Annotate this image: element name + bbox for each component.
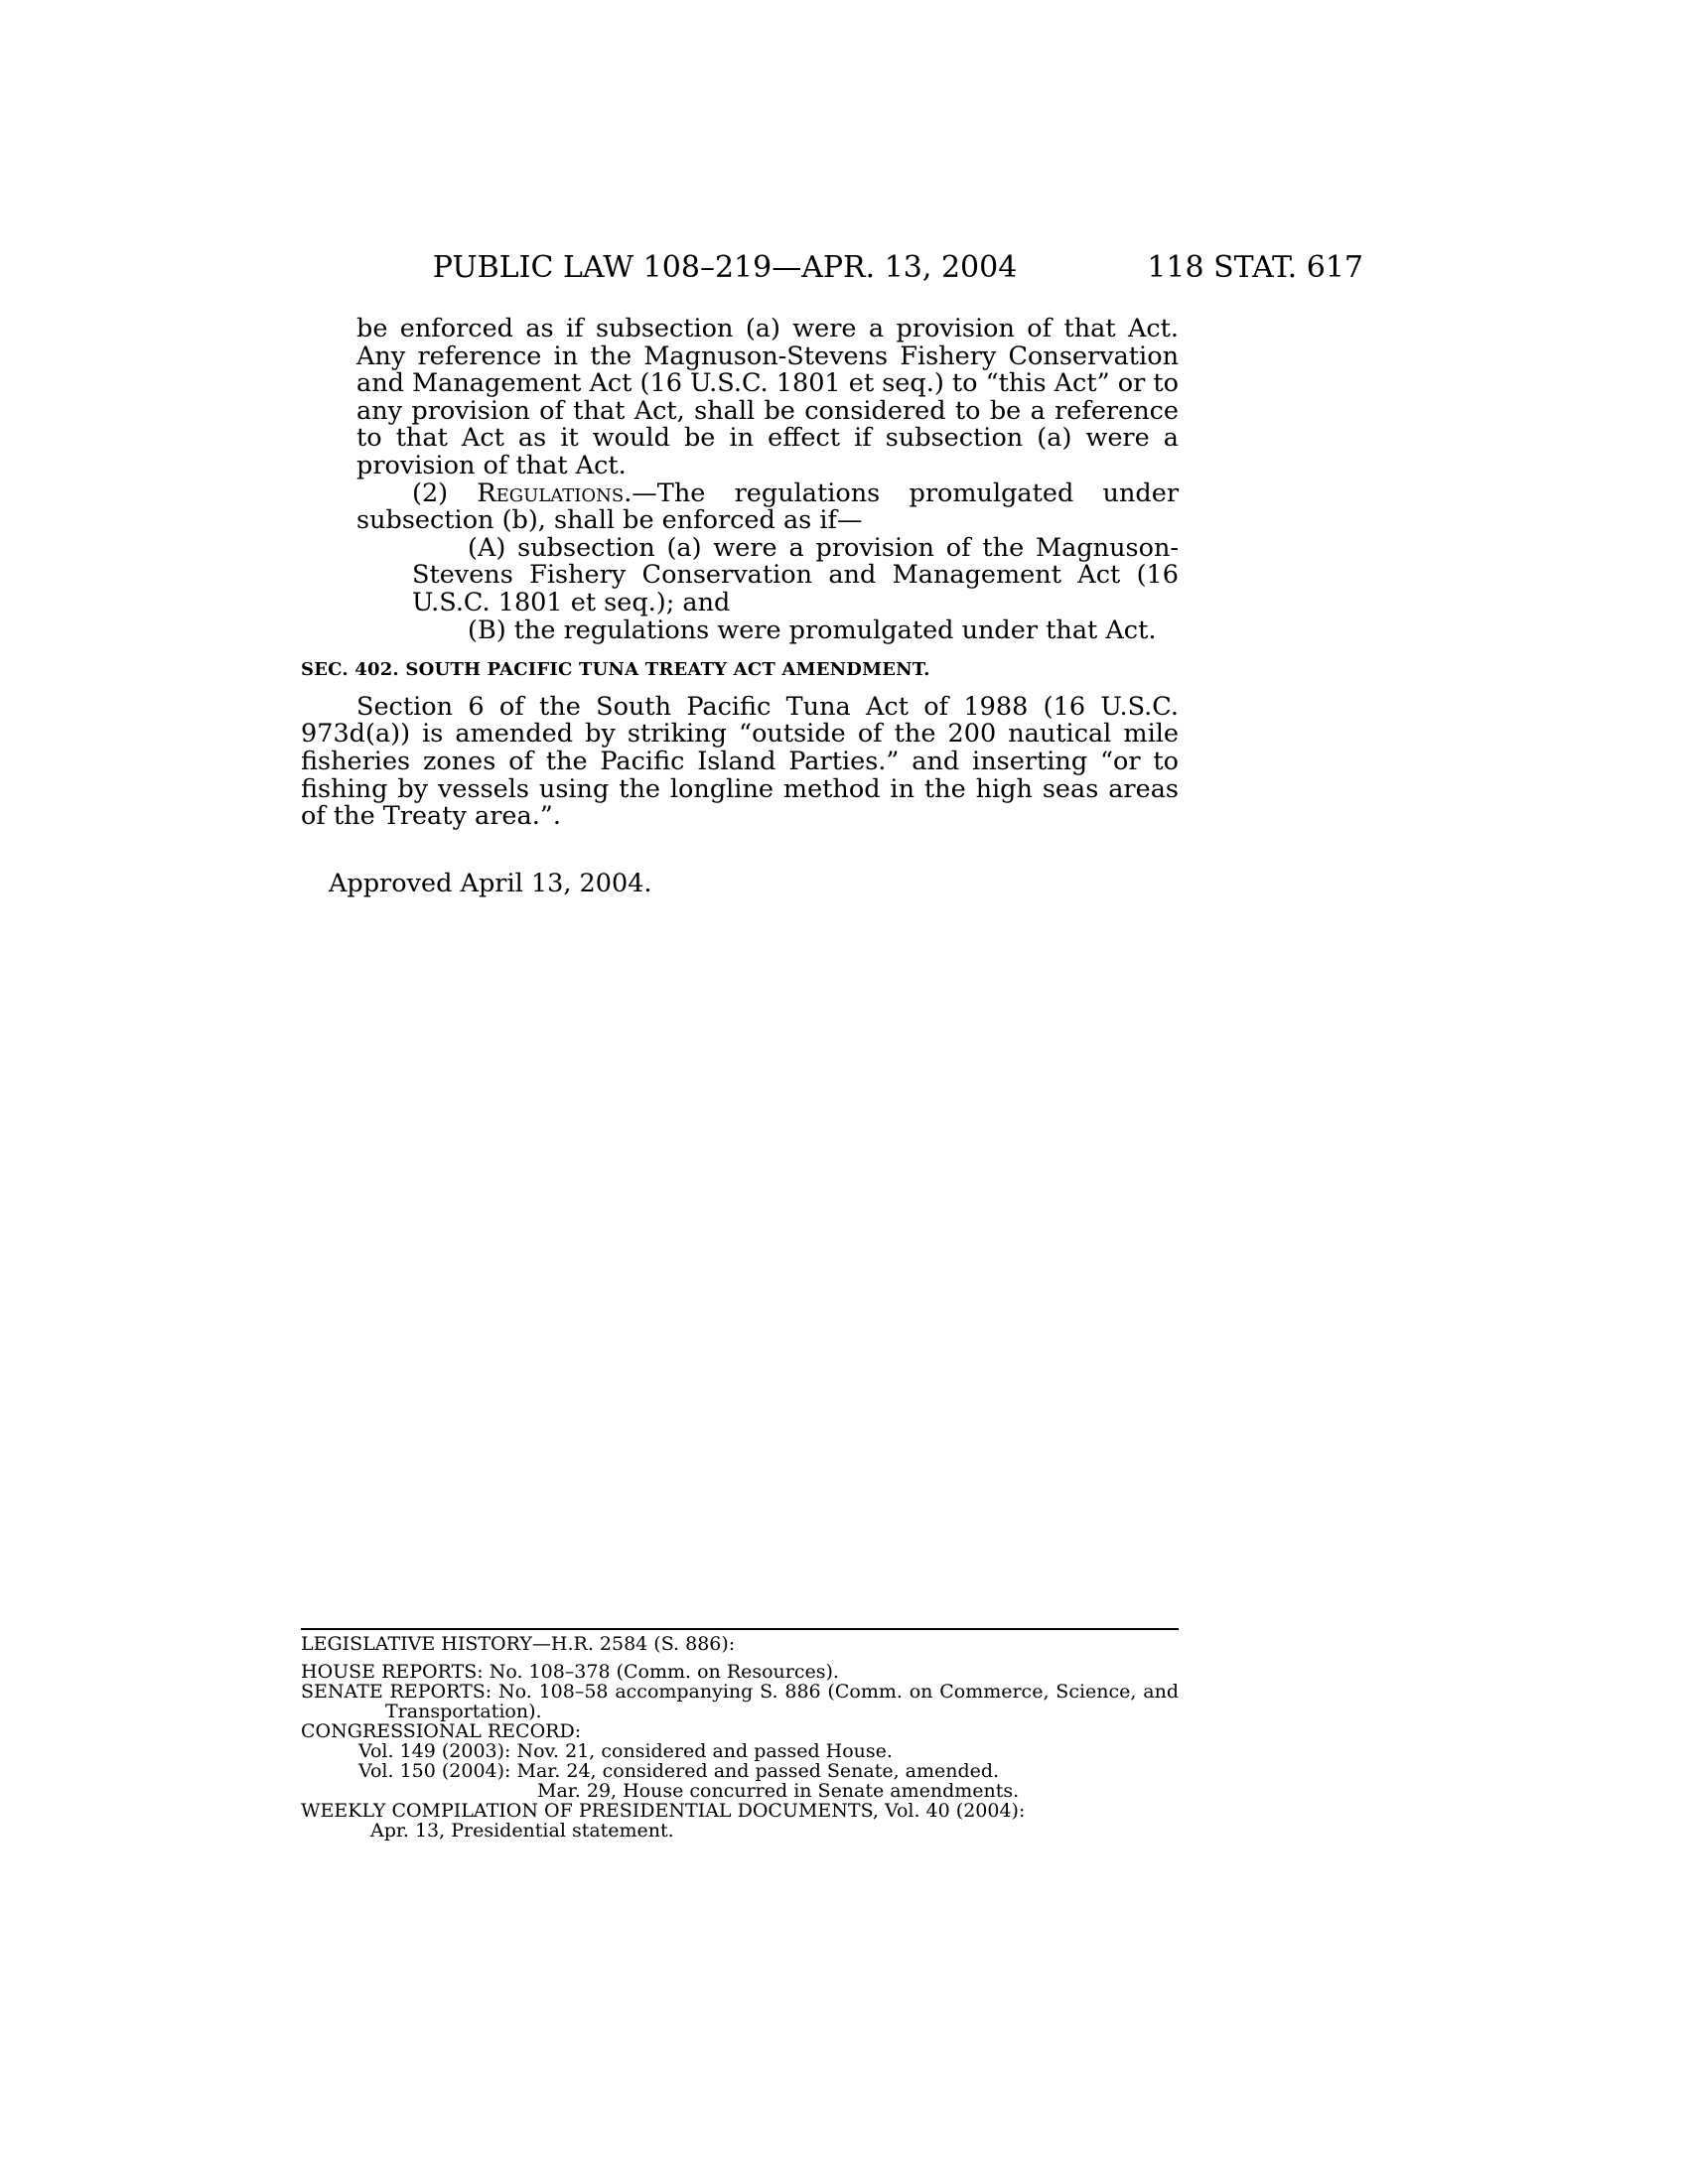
senate-reports: SENATE REPORTS: No. 108–58 accompanying S. 886 (Comm. on Commerce, Science, and Transportation). [301,1681,1179,1722]
weekly-compilation: WEEKLY COMPILATION OF PRESIDENTIAL DOCUMENTS, Vol. 40 (2004): [301,1800,1026,1822]
house-reports: HOUSE REPORTS: No. 108–378 (Comm. on Resources). [301,1661,839,1683]
paragraph-continuation: be enforced as if subsection (a) were a provision of that Act. Any reference in the Magnuson-Stevens Fishery Conservation and Management Act (16 U.S.C. 1801 et seq.) to “this Act” or to any provision of that Act, shall be considered to be a reference to that Act as it would be in effect if subsection (a) were a provision of that Act. [356,314,1179,480]
record-vol-150: Vol. 150 (2004): Mar. 24, considered and passed Senate, amended. [358,1760,1000,1782]
subparagraph-b: (B) the regulations were promulgated under that Act. [468,614,1157,645]
approval-line: Approved April 13, 2004. [329,868,652,898]
legislative-history-title: LEGISLATIVE HISTORY—H.R. 2584 (S. 886): [301,1633,736,1655]
page-header [0,250,1688,290]
header-page-reference: 118 STAT. 617 [1147,250,1363,285]
subparagraph-a: (A) subsection (a) were a provision of the Magnuson-Stevens Fishery Conservation and Management Act (16 U.S.C. 1801 et seq.); and [412,532,1179,617]
paragraph-regulations [301,480,1179,535]
congressional-record: CONGRESSIONAL RECORD: [301,1720,582,1742]
paragraph-text: .—The regulations promulgated under subsection (b), shall be enforced as if— [356,478,1180,536]
header-title: PUBLIC LAW 108–219—APR. 13, 2004 [432,250,1018,285]
paragraph-number: (2) [412,478,449,508]
section-text: Section 6 of the South Pacific Tuna Act of 1988 (16 U.S.C. 973d(a)) is amended by striking “outside of the 200 nautical mile fisheries zones of the Pacific Island Parties.” and inserting “or to fishing by vessels using the longline method in the high seas areas of the Treaty area.”. [301,691,1179,832]
paragraph-heading: Regulations [477,478,625,508]
record-vol-150-continued: Mar. 29, House concurred in Senate amendments. [537,1780,1020,1802]
main-text [301,316,1179,897]
weekly-compilation-item: Apr. 13, Presidential statement. [370,1820,674,1842]
section-heading: SEC. 402. SOUTH PACIFIC TUNA TREATY ACT AMENDMENT. [301,659,930,681]
legislative-history [301,1628,1179,1841]
record-vol-149: Vol. 149 (2003): Nov. 21, considered and passed House. [358,1740,893,1762]
